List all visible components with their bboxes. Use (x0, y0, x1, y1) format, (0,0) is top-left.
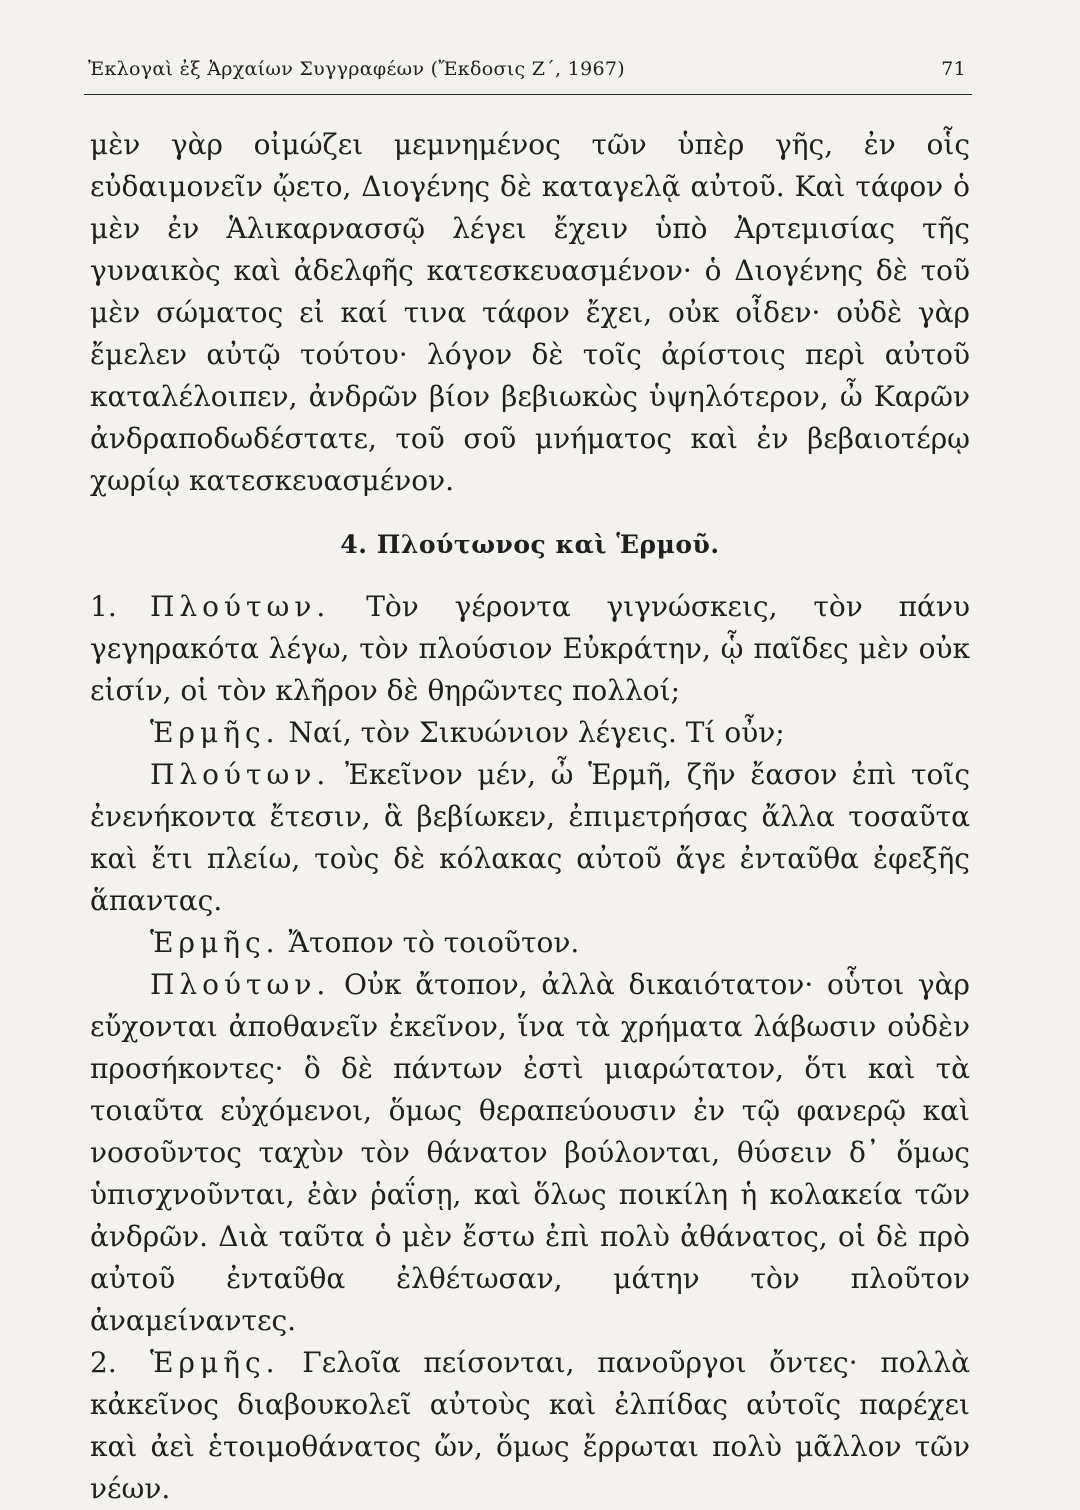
speaker-name: Ἑρμῆς. (150, 716, 280, 749)
speech-number: 2. (90, 1346, 117, 1379)
speech-text: Τὸν γέροντα γιγνώσκεις, τὸν πάνυ γεγηρακότα λέγω, τὸν πλούσιον Εὐκράτην, ᾧ παῖδες μὲν οὐκ εἰσίν, οἱ τὸν κλῆρον δὲ θηρῶντες πολλοί; (90, 590, 971, 707)
speaker-name: Ἑρμῆς. (150, 1346, 280, 1379)
speech-text: Οὐκ ἄτοπον, ἀλλὰ δικαιότατον· οὗτοι γὰρ εὔχονται ἀποθανεῖν ἐκεῖνον, ἵνα τὰ χρήματα λάβωσιν οὐδὲν προσήκοντες· ὃ δὲ πάντων ἐστὶ μιαρώτατον, ὅτι καὶ τὰ τοιαῦτα εὐχόμενοι, ὅμως θεραπεύουσιν ἐν τῷ φανερῷ καὶ νοσοῦντος ταχὺν τὸν θάνατον βούλονται, θύσειν δ᾽ ὅμως ὑπισχνοῦνται, ἐὰν ῥαΐσῃ, καὶ ὅλως ποικίλη ἡ κολακεία τῶν ἀνδρῶν. Διὰ ταῦτα ὁ μὲν ἔστω ἐπὶ πολὺ ἀθάνατος, οἱ δὲ πρὸ αὐτοῦ ἐνταῦθα ἐλθέτωσαν, μάτην τὸν πλοῦτον ἀναμείναντες. (90, 968, 971, 1337)
speaker-name: Πλούτων. (150, 590, 331, 623)
speaker-name: Ἑρμῆς. (150, 926, 280, 959)
page-number: 71 (941, 58, 966, 80)
section-heading: 4. Πλούτωνος καὶ Ἑρμοῦ. (340, 530, 720, 559)
speech-text: Ἐκεῖνον μέν, ὦ Ἑρμῆ, ζῆν ἔασον ἐπὶ τοῖς ἐνενήκοντα ἔτεσιν, ἃ βεβίωκεν, ἐπιμετρήσας ἄλλα τοσαῦτα καὶ ἔτι πλείω, τοὺς δὲ κόλακας αὐτοῦ ἄγε ἐνταῦθα ἐφεξῆς ἅπαντας. (90, 758, 971, 917)
header-rule (84, 94, 972, 95)
speech-5 (90, 964, 970, 1342)
speech-1 (90, 586, 970, 712)
page-body (90, 124, 970, 1510)
speech-6 (90, 1342, 970, 1510)
running-head (88, 58, 966, 80)
speech-number: 1. (90, 590, 117, 623)
speech-4 (90, 922, 970, 964)
running-head-title: Ἐκλογαὶ ἐξ Ἀρχαίων Συγγραφέων (Ἔκδοσις Ζ΄, 1967) (88, 58, 626, 80)
speech-text: Γελοῖα πείσονται, πανοῦργοι ὄντες· πολλὰ κἀκεῖνος διαβουκολεῖ αὐτοὺς καὶ ἐλπίδας αὐτοῖς παρέχει καὶ ἀεὶ ἑτοιμοθάνατος ὤν, ὅμως ἔρρωται πολὺ μᾶλλον τῶν νέων. (90, 1346, 970, 1505)
speaker-name: Πλούτων. (150, 758, 331, 791)
speech-text: Ναί, τὸν Σικυώνιον λέγεις. Τί οὖν; (288, 716, 785, 749)
speaker-name: Πλούτων. (150, 968, 331, 1001)
speech-2 (90, 712, 970, 754)
speech-3 (90, 754, 970, 922)
paragraph-continuation: μὲν γὰρ οἰμώζει μεμνημένος τῶν ὑπὲρ γῆς, ἐν οἷς εὐδαιμονεῖν ᾤετο, Διογένης δὲ καταγελᾷ αὐτοῦ. Καὶ τάφον ὁ μὲν ἐν Ἁλικαρνασσῷ λέγει ἔχειν ὑπὸ Ἀρτεμισίας τῆς γυναικὸς καὶ ἀδελφῆς κατεσκευασμένον· ὁ Διογένης δὲ τοῦ μὲν σώματος εἰ καί τινα τάφον ἔχει, οὐκ οἶδεν· οὐδὲ γὰρ ἔμελεν αὐτῷ τούτου· λόγον δὲ τοῖς ἀρίστοις περὶ αὐτοῦ καταλέλοιπεν, ἀνδρῶν βίον βεβιωκὼς ὑψηλότερον, ὦ Καρῶν ἀνδραποδωδέστατε, τοῦ σοῦ μνήματος καὶ ἐν βεβαιοτέρῳ χωρίῳ κατεσκευασμένον. (90, 128, 970, 497)
speech-text: Ἄτοπον τὸ τοιοῦτον. (288, 926, 580, 959)
